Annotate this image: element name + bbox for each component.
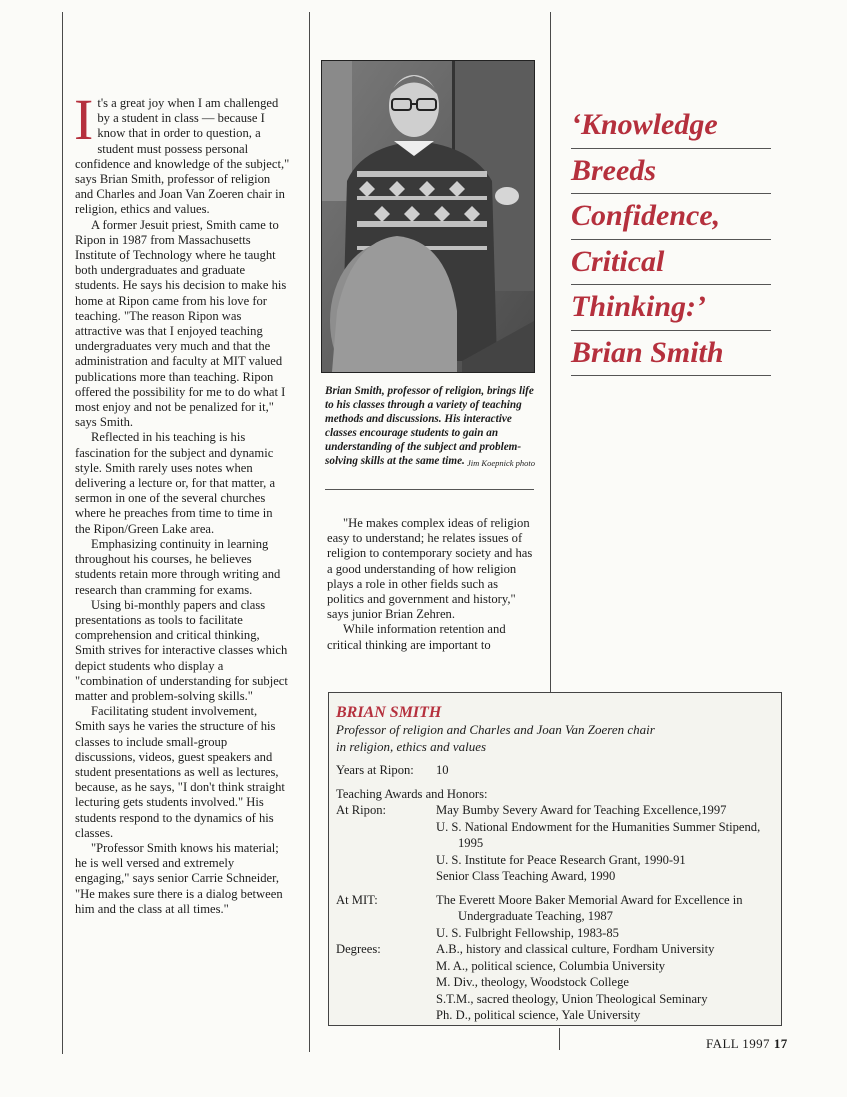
award-item: Senior Class Teaching Award, 1990 (436, 869, 616, 883)
degree-item: Ph. D., political science, Yale University (436, 1008, 641, 1022)
photo-credit: Jim Koepnick photo (467, 458, 535, 468)
degree-item: M. Div., theology, Woodstock College (436, 975, 630, 989)
award-item: May Bumby Severy Award for Teaching Excellence,1997 (436, 803, 727, 817)
article-column-1 (74, 87, 290, 917)
article-column-2 (327, 516, 535, 653)
degree-item: A.B., history and classical culture, Fordham University (436, 942, 715, 956)
issue-label: FALL 1997 (706, 1036, 770, 1051)
award-item: U. S. National Endowment for the Humanities Summer Stipend, 1995 (436, 819, 761, 850)
headline-line: Brian Smith (571, 331, 771, 377)
degrees-row (336, 941, 771, 1024)
degree-item: M. A., political science, Columbia University (436, 958, 666, 973)
column-rule-right (550, 12, 551, 692)
years-row (336, 762, 771, 779)
article-paragraph: Emphasizing continuity in learning throughout his courses, he believes students retain more through writing and research than cramming for exams. (75, 536, 281, 597)
degrees-label: Degrees: (336, 942, 381, 956)
years-label: Years at Ripon: (336, 763, 414, 777)
page-number: 17 (773, 1036, 788, 1051)
article-paragraph: While information retention and critical thinking are important to (327, 622, 506, 652)
sidebar-subtitle: Professor of religion and Charles and Joan Van Zoeren chair in religion, ethics and values (336, 722, 655, 754)
mit-label: At MIT: (336, 892, 378, 907)
ripon-label: At Ripon: (336, 803, 387, 817)
headline-line: Confidence, (571, 194, 771, 240)
article-paragraph: A former Jesuit priest, Smith came to Ripon in 1987 from Massachusetts Institute of Technology where he taught both undergraduates and graduate students. He says his decision to make his home at Ripon came from his love for teaching. "The reason Ripon was attractive was that I enjoyed teaching undergraduates very much and that the administration and faculty at MIT valued publications more than teaching. Ripon offered the possibility for me to do what I most enjoy and not be penalized for it," says Smith. (75, 217, 287, 430)
article-paragraph: "He makes complex ideas of religion easy to understand; he relates issues of religion to contemporary society and has a good understanding of how religion plays a role in other fields such as politics and government and history," says junior Brian Zehren. (327, 516, 533, 622)
years-value: 10 (436, 763, 449, 777)
column-rule-bottom (559, 1028, 560, 1050)
article-paragraph: Reflected in his teaching is his fascination for the subject and dynamic style. Smith rarely uses notes when delivering a lecture or, for that matter, a sermon in one of the several churches where he preaches from time to time in the Ripon/Green Lake area. (75, 430, 276, 536)
degree-item: S.T.M., sacred theology, Union Theological Seminary (436, 991, 708, 1006)
award-item: U. S. Institute for Peace Research Grant, 1990-91 (436, 852, 686, 867)
page-folio (706, 1036, 788, 1052)
headline-line: Breeds (571, 149, 771, 195)
caption-rule (325, 489, 534, 490)
photo-caption (325, 384, 535, 470)
article-paragraph: Facilitating student involvement, Smith says he varies the structure of his classes to include small-group discussions, videos, guest speakers and student presentations as well as lectures, because, as he says, "I don't think straight lecturing gets students involved." His students respond to the dynamics of his classes. (75, 704, 285, 840)
headline-line: ‘Knowledge (571, 103, 771, 149)
headline (571, 103, 771, 376)
drop-cap: I (74, 87, 94, 152)
headline-line: Thinking:’ (571, 285, 771, 331)
column-rule-left (62, 12, 63, 1054)
awards-heading: Teaching Awards and Honors: (336, 786, 488, 801)
article-paragraph: It's a great joy when I am challenged by a student in class — because I know that in order to question, a student must possess personal confidence and knowledge of the subject," says Brian Smith, professor of religion and Charles and Joan Van Zoeren chair in religion, ethics and values. (74, 87, 290, 217)
award-item: The Everett Moore Baker Memorial Award for Excellence in Undergraduate Teaching, 1987 (436, 892, 743, 923)
column-rule-middle (309, 12, 310, 1052)
ripon-awards-row (336, 802, 771, 885)
photo-illustration (322, 61, 534, 372)
caption-text: Brian Smith, professor of religion, brings life to his classes through a variety of teaching methods and discussions. His interactive classes encourage students to gain an understanding of the subject and problem-solving skills at the same time. (325, 385, 534, 467)
portrait-photo (321, 60, 535, 373)
headline-line: Critical (571, 240, 771, 286)
article-paragraph: Using bi-monthly papers and class presentations as tools to facilitate comprehension and critical thinking, Smith strives for interactive classes which depict students who display a "combination of understanding for subject matter and problem-solving skills." (75, 597, 288, 703)
award-item: U. S. Fulbright Fellowship, 1983-85 (436, 925, 619, 940)
sidebar-name: BRIAN SMITH (336, 704, 442, 721)
article-paragraph: "Professor Smith knows his material; he is well versed and extremely engaging," says senior Carrie Schneider, "He makes sure there is a dialog between him and the class at all times." (75, 840, 283, 916)
bio-sidebar (328, 692, 782, 1026)
mit-awards-row (336, 892, 771, 942)
